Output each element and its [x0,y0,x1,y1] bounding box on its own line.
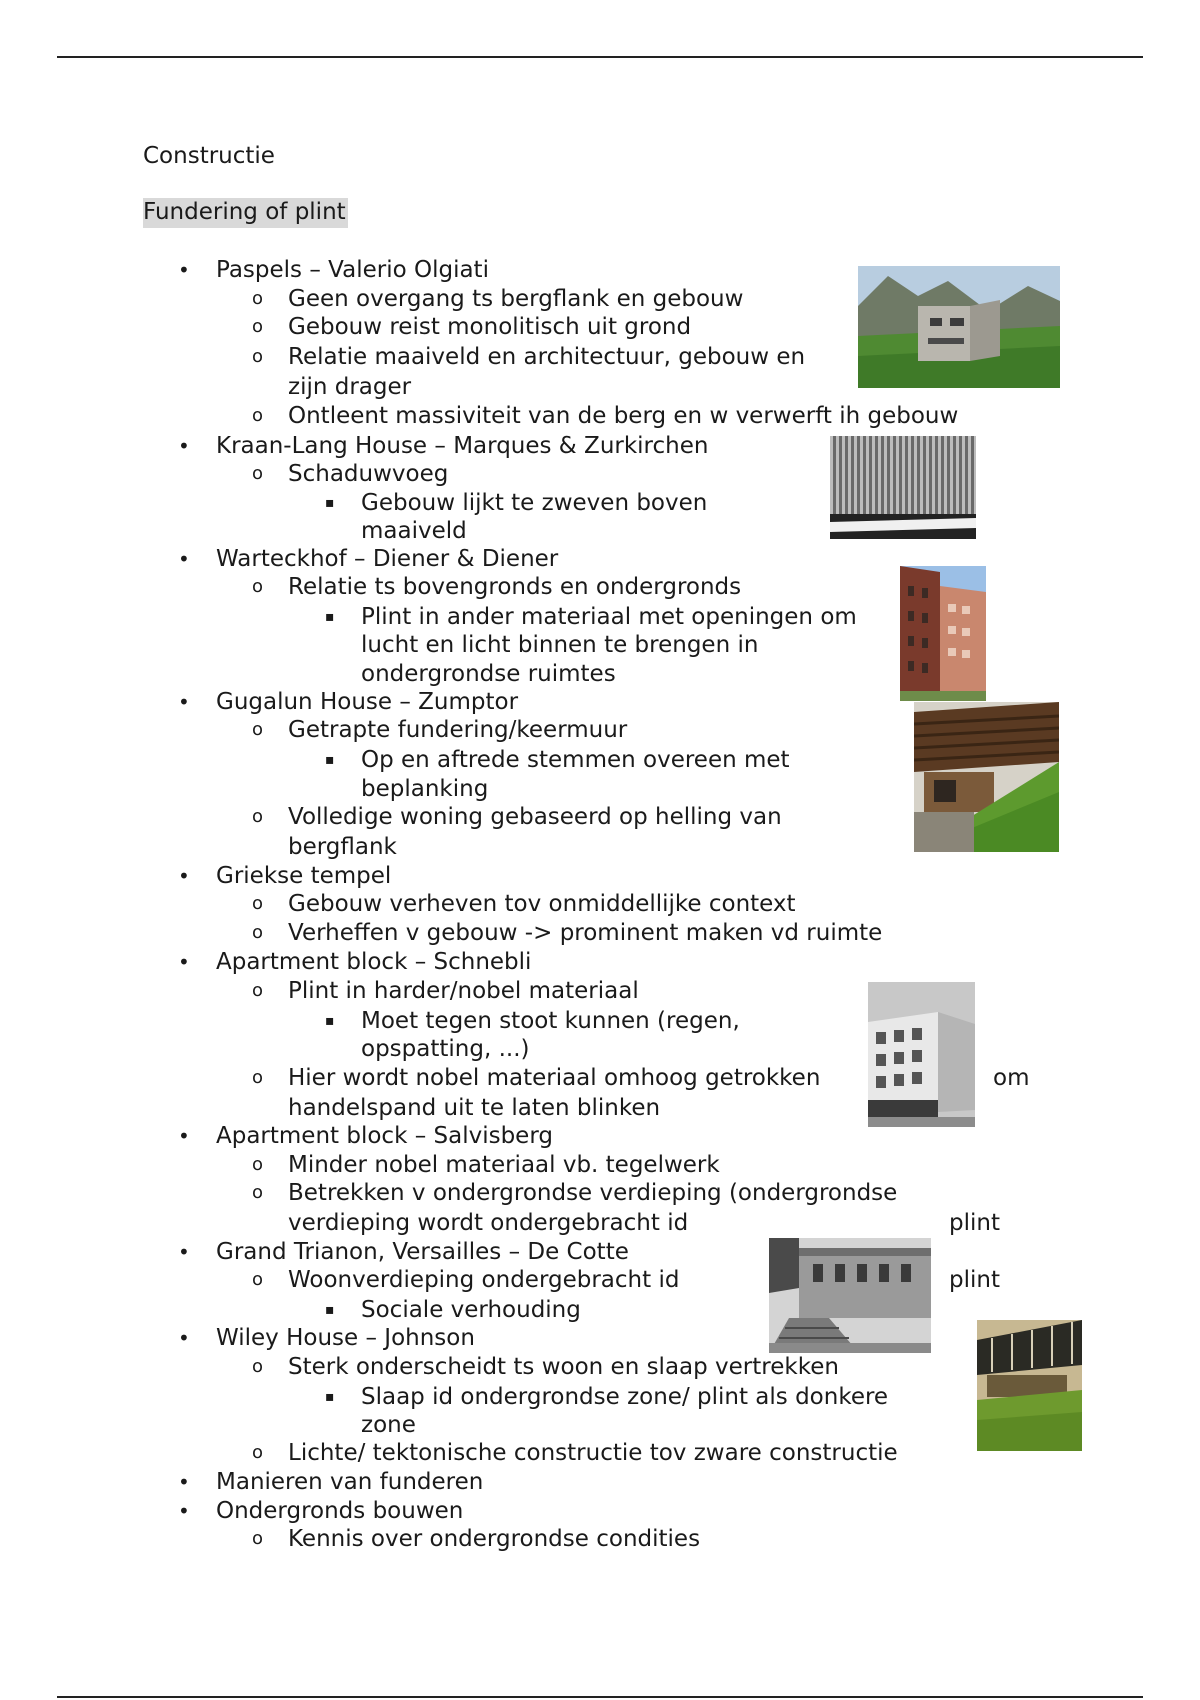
list-item: Geen overgang ts bergflank en gebouw [288,286,744,312]
bullet-marker: o [252,346,264,367]
bullet-marker: o [252,806,264,827]
bullet-marker: ▪ [325,1013,335,1029]
list-item: Moet tegen stoot kunnen (regen, [361,1008,740,1034]
list-item-continuation: bergflank [288,834,397,860]
bullet-marker: o [252,1067,264,1088]
list-item-continuation: opspatting, ...) [361,1036,530,1062]
list-item: Relatie maaiveld en architectuur, gebouw en [288,344,806,370]
list-item: Sociale verhouding [361,1297,581,1323]
bullet-marker: o [252,922,264,943]
wiley-house-photo [977,1320,1082,1451]
bullet-marker: o [252,576,264,597]
list-item: Slaap id ondergrondse zone/ plint als donkere [361,1384,889,1410]
bullet-marker: o [252,893,264,914]
list-item-continuation: lucht en licht binnen te brengen in [361,632,759,658]
bullet-marker: o [252,719,264,740]
bullet-marker: ▪ [325,1302,335,1318]
bullet-marker: o [252,1269,264,1290]
bullet-marker: • [178,258,190,282]
list-item: Kraan-Lang House – Marques & Zurkirchen [216,433,709,459]
bullet-marker: • [178,1240,190,1264]
bullet-marker: o [252,1154,264,1175]
bullet-marker: ▪ [325,752,335,768]
list-item: Plint in harder/nobel materiaal [288,978,639,1004]
list-item-continuation: handelspand uit te laten blinken [288,1095,661,1121]
list-item: Betrekken v ondergrondse verdieping (ondergrondse [288,1180,898,1206]
list-item: Apartment block – Salvisberg [216,1123,553,1149]
list-item: Plint in ander materiaal met openingen om [361,604,857,630]
list-item: Woonverdieping ondergebracht id [288,1267,680,1293]
bullet-marker: • [178,950,190,974]
list-item: Op en aftrede stemmen overeen met [361,747,790,773]
gugalun-house-photo [914,702,1059,852]
top-rule [57,56,1143,58]
bullet-marker: o [252,980,264,1001]
bullet-marker: o [252,1442,264,1463]
bullet-marker: o [252,288,264,309]
list-item: Gebouw lijkt te zweven boven [361,490,708,516]
bullet-marker: • [178,1470,190,1494]
list-item: Warteckhof – Diener & Diener [216,546,559,572]
list-item: Relatie ts bovengronds en ondergronds [288,574,742,600]
bullet-marker: • [178,1124,190,1148]
bullet-marker: • [178,864,190,888]
bullet-marker: o [252,1182,264,1203]
list-item: Gebouw reist monolitisch uit grond [288,314,692,340]
bullet-marker: • [178,434,190,458]
list-item-continuation: zijn drager [288,374,412,400]
list-item: Volledige woning gebaseerd op helling van [288,804,782,830]
list-item: Grand Trianon, Versailles – De Cotte [216,1239,629,1265]
bullet-marker: • [178,1499,190,1523]
bullet-marker: o [252,405,264,426]
page-title: Constructie [143,143,275,169]
wrapped-word: plint [949,1267,1000,1293]
list-item: Gebouw verheven tov onmiddellijke context [288,891,796,917]
list-item: Schaduwvoeg [288,461,449,487]
list-item: Gugalun House – Zumptor [216,689,519,715]
bullet-marker: • [178,1326,190,1350]
list-item: Verheffen v gebouw -> prominent maken vd ruimte [288,920,883,946]
list-item: Manieren van funderen [216,1469,484,1495]
wrapped-word: om [993,1065,1030,1091]
list-item: Kennis over ondergrondse condities [288,1526,701,1552]
list-item: Sterk onderscheidt ts woon en slaap vertrekken [288,1354,839,1380]
kraan-lang-house-photo [830,436,976,539]
list-item: Griekse tempel [216,863,392,889]
bottom-rule [57,1696,1143,1698]
list-item: Hier wordt nobel materiaal omhoog getrokken [288,1065,821,1091]
bullet-marker: • [178,547,190,571]
list-item-continuation: maaiveld [361,518,467,544]
list-item: Lichte/ tektonische constructie tov zware constructie [288,1440,898,1466]
bullet-marker: o [252,1528,264,1549]
paspels-house-photo [858,266,1060,388]
grand-trianon-photo [769,1238,931,1353]
list-item-continuation: beplanking [361,776,489,802]
list-item: Ontleent massiviteit van de berg en w verwerft ih gebouw [288,403,959,429]
list-item: Getrapte fundering/keermuur [288,717,628,743]
warteckhof-photo [900,566,986,701]
bullet-marker: ▪ [325,609,335,625]
bullet-marker: o [252,1356,264,1377]
schnebli-apartment-photo [868,982,975,1127]
list-item: Minder nobel materiaal vb. tegelwerk [288,1152,720,1178]
list-item: Paspels – Valerio Olgiati [216,257,489,283]
wrapped-word: plint [949,1210,1000,1236]
bullet-marker: o [252,316,264,337]
list-item-continuation: zone [361,1412,416,1438]
list-item: Ondergronds bouwen [216,1498,464,1524]
bullet-marker: o [252,463,264,484]
list-item-continuation: verdieping wordt ondergebracht id [288,1210,689,1236]
bullet-marker: ▪ [325,1389,335,1405]
bullet-marker: • [178,690,190,714]
section-heading: Fundering of plint [143,198,348,228]
list-item-continuation: ondergrondse ruimtes [361,661,616,687]
list-item: Wiley House – Johnson [216,1325,475,1351]
bullet-marker: ▪ [325,495,335,511]
list-item: Apartment block – Schnebli [216,949,532,975]
